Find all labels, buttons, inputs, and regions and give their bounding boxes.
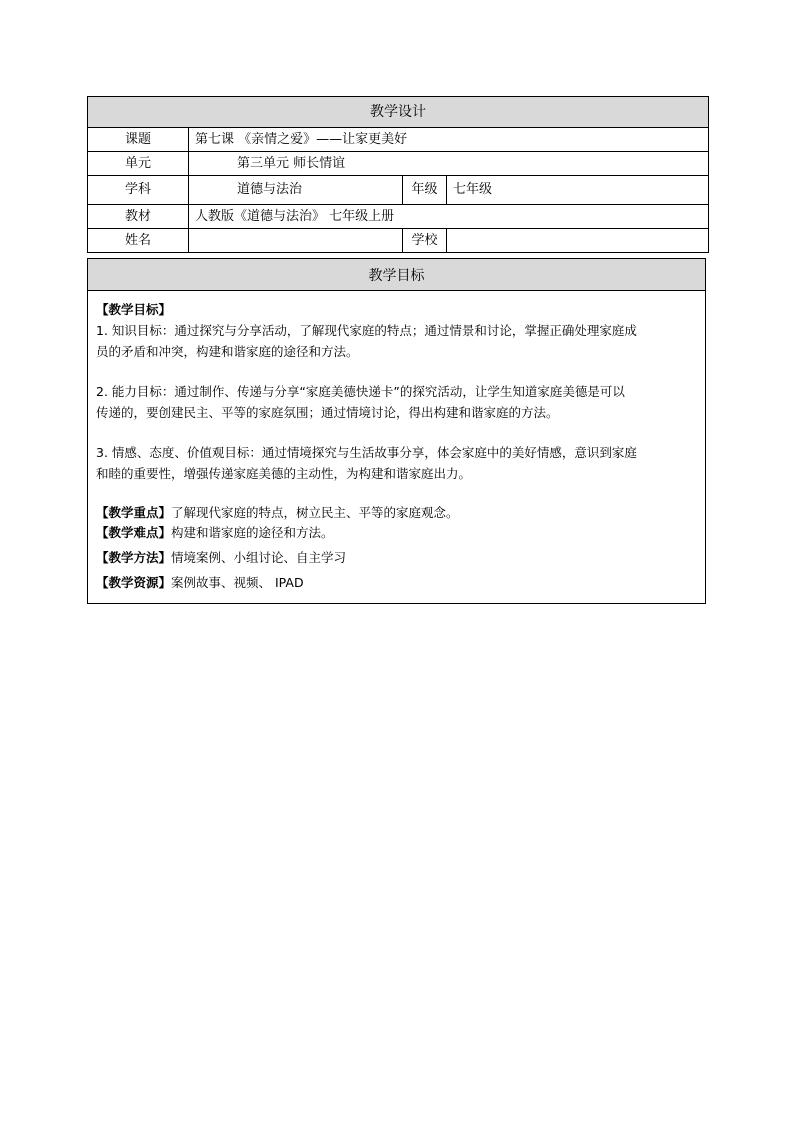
topic-value: 第七课 《亲情之爱》——让家更美好	[189, 128, 709, 152]
grade-label: 年级	[403, 176, 447, 205]
objective-1-line-2: 员的矛盾和冲突，构建和谐家庭的途径和方法。	[96, 344, 359, 359]
objective-3-line-2: 和睦的重要性，增强传递家庭美德的主动性，为构建和谐家庭出力。	[96, 466, 472, 481]
name-label: 姓名	[88, 229, 189, 253]
objective-2-line-2: 传递的，要创建民主、平等的家庭氛围；通过情境讨论，得出构建和谐家庭的方法。	[96, 405, 559, 420]
teaching-method	[96, 547, 697, 568]
topic-label: 课题	[88, 128, 189, 152]
school-value[interactable]	[447, 229, 709, 253]
key-point	[96, 503, 697, 522]
teaching-resources-label: 【教学资源】	[96, 575, 172, 590]
school-label: 学校	[403, 229, 447, 253]
lesson-info-table	[87, 96, 709, 253]
objective-3-line-1: 3. 情感、态度、价值观目标：通过情境探究与生活故事分享，体会家庭中的美好情感，意识到家庭	[96, 445, 637, 460]
objectives-box	[87, 258, 706, 604]
textbook-label: 教材	[88, 205, 189, 229]
subject-value: 道德与法治	[189, 176, 403, 205]
name-value[interactable]	[189, 229, 403, 253]
objective-2-line-1: 2. 能力目标：通过制作、传递与分享“家庭美德快递卡”的探究活动，让学生知道家庭美德是可以	[96, 384, 625, 399]
key-point-label: 【教学重点】	[96, 505, 172, 520]
table-title: 教学设计	[88, 97, 709, 128]
teaching-method-text: 情境案例、小组讨论、自主学习	[171, 550, 347, 565]
objective-1-line-1: 1. 知识目标：通过探究与分享活动，了解现代家庭的特点；通过情景和讨论，掌握正确处理家庭成	[96, 323, 637, 338]
difficult-point	[96, 522, 697, 543]
teaching-resources	[96, 572, 697, 593]
subject-label: 学科	[88, 176, 189, 205]
grade-value: 七年级	[447, 176, 709, 205]
difficult-point-text: 构建和谐家庭的途径和方法。	[171, 525, 334, 540]
textbook-value: 人教版《道德与法治》 七年级上册	[189, 205, 709, 229]
objectives-header: 教学目标	[88, 259, 705, 291]
unit-value: 第三单元 师长情谊	[189, 152, 709, 176]
teaching-method-label: 【教学方法】	[96, 550, 172, 565]
unit-label: 单元	[88, 152, 189, 176]
teaching-resources-text: 案例故事、视频、 IPAD	[171, 575, 304, 590]
objectives-heading: 【教学目标】	[96, 302, 172, 317]
key-point-text: 了解现代家庭的特点，树立民主、平等的家庭观念。	[171, 505, 459, 520]
objectives-body	[88, 291, 705, 593]
difficult-point-label: 【教学难点】	[96, 525, 172, 540]
